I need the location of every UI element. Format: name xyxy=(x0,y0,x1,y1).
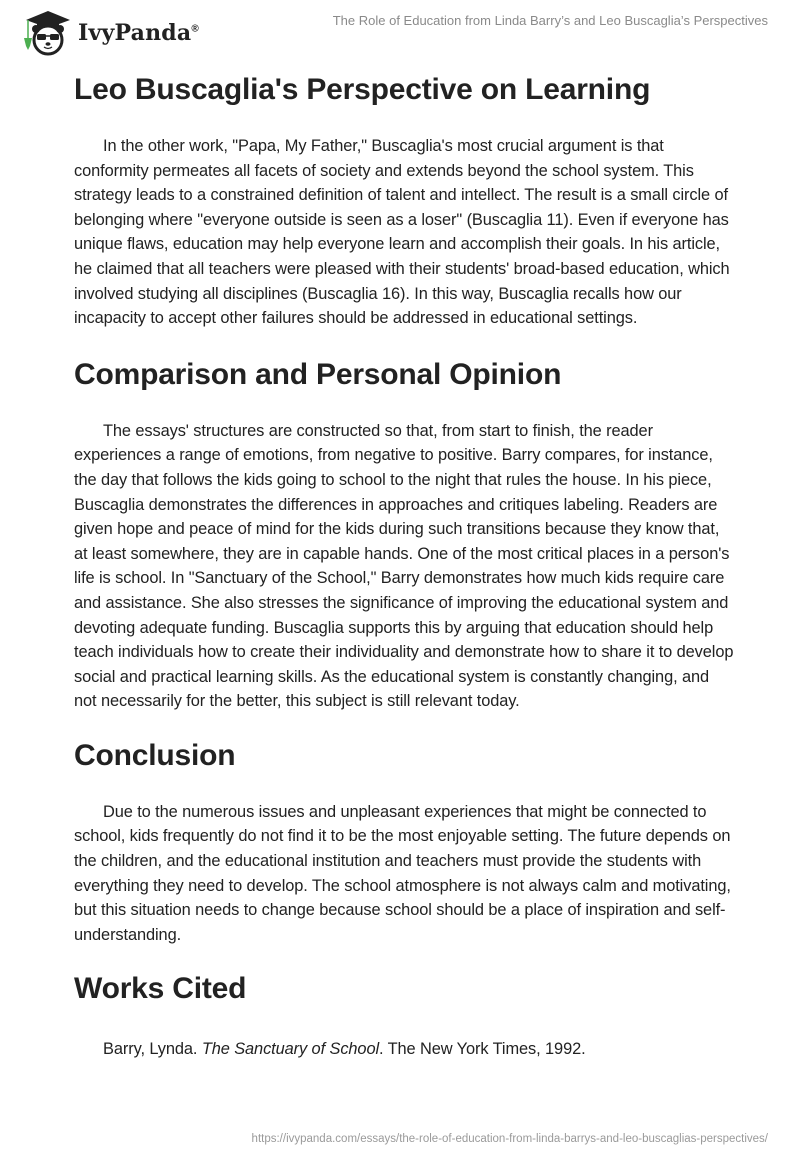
brand-logo[interactable] xyxy=(20,6,199,56)
brand-name: IvyPanda® xyxy=(78,20,199,46)
section-paragraph-comparison: The essays' structures are constructed so that, from start to finish, the reader experiences a range of emotions, from negative to positive. Barry compares, for instance, the day that follows the kids going to school to the night that rules the house. In his piece, Buscaglia demonstrates the differences in approaches and critiques labeling. Readers are given hope and peace of mind for the kids during such transitions because they know that, at least somewhere, they are in capable hands. One of the most critical places in a person's life is school. In "Sanctuary of the School," Barry demonstrates how much kids require care and assistance. She also stresses the significance of improving the educational system and devoting adequate funding. Buscaglia supports this by arguing that education should help teach individuals how to create their individuality and demonstrate how to share it to develop social and practical learning skills. As the educational system is constantly changing, and not necessarily for the better, this subject is still relevant today. xyxy=(74,421,734,711)
document-title: The Role of Education from Linda Barry’s and Leo Buscaglia’s Perspectives xyxy=(332,13,768,28)
source-url-link[interactable]: https://ivypanda.com/essays/the-role-of-education-from-linda-barrys-and-leo-buscaglias-perspectives/ xyxy=(251,1133,768,1145)
section-heading-conclusion: Conclusion xyxy=(74,738,236,772)
article-body xyxy=(74,68,734,1062)
section-heading-comparison: Comparison and Personal Opinion xyxy=(74,357,562,391)
section-paragraph-buscaglia: In the other work, "Papa, My Father," Buscaglia's most crucial argument is that conformity permeates all facets of society and extends beyond the school system. This strategy leads to a constrained definition of talent and intellect. The result is a small circle of belonging where "everyone outside is seen as a loser" (Buscaglia 11). Even if everyone has unique flaws, education may help everyone learn and accomplish their goals. In his article, he claimed that all teachers were pleased with their students' broad-based education, which involved studying all disciplines (Buscaglia 16). In this way, Buscaglia recalls how our incapacity to accept other failures should be addressed in educational settings. xyxy=(74,137,730,328)
panda-graduation-cap-icon xyxy=(20,6,74,56)
section-paragraph-conclusion: Due to the numerous issues and unpleasant experiences that might be connected to school, kids frequently do not find it to be the most enjoyable setting. The future depends on the children, and the educational institution and teachers must provide the students with everything they need to develop. The school atmosphere is not always calm and motivating, but this situation needs to change because school should be a place of inspiration and self-understanding. xyxy=(74,802,731,944)
section-heading-buscaglia: Leo Buscaglia's Perspective on Learning xyxy=(74,73,651,106)
citation-title: The Sanctuary of School xyxy=(201,1040,380,1059)
page-header xyxy=(0,0,800,56)
section-heading-works-cited: Works Cited xyxy=(74,972,247,1006)
citation-entry: Barry, Lynda. The Sanctuary of School. The New York Times, 1992. xyxy=(103,1040,586,1059)
